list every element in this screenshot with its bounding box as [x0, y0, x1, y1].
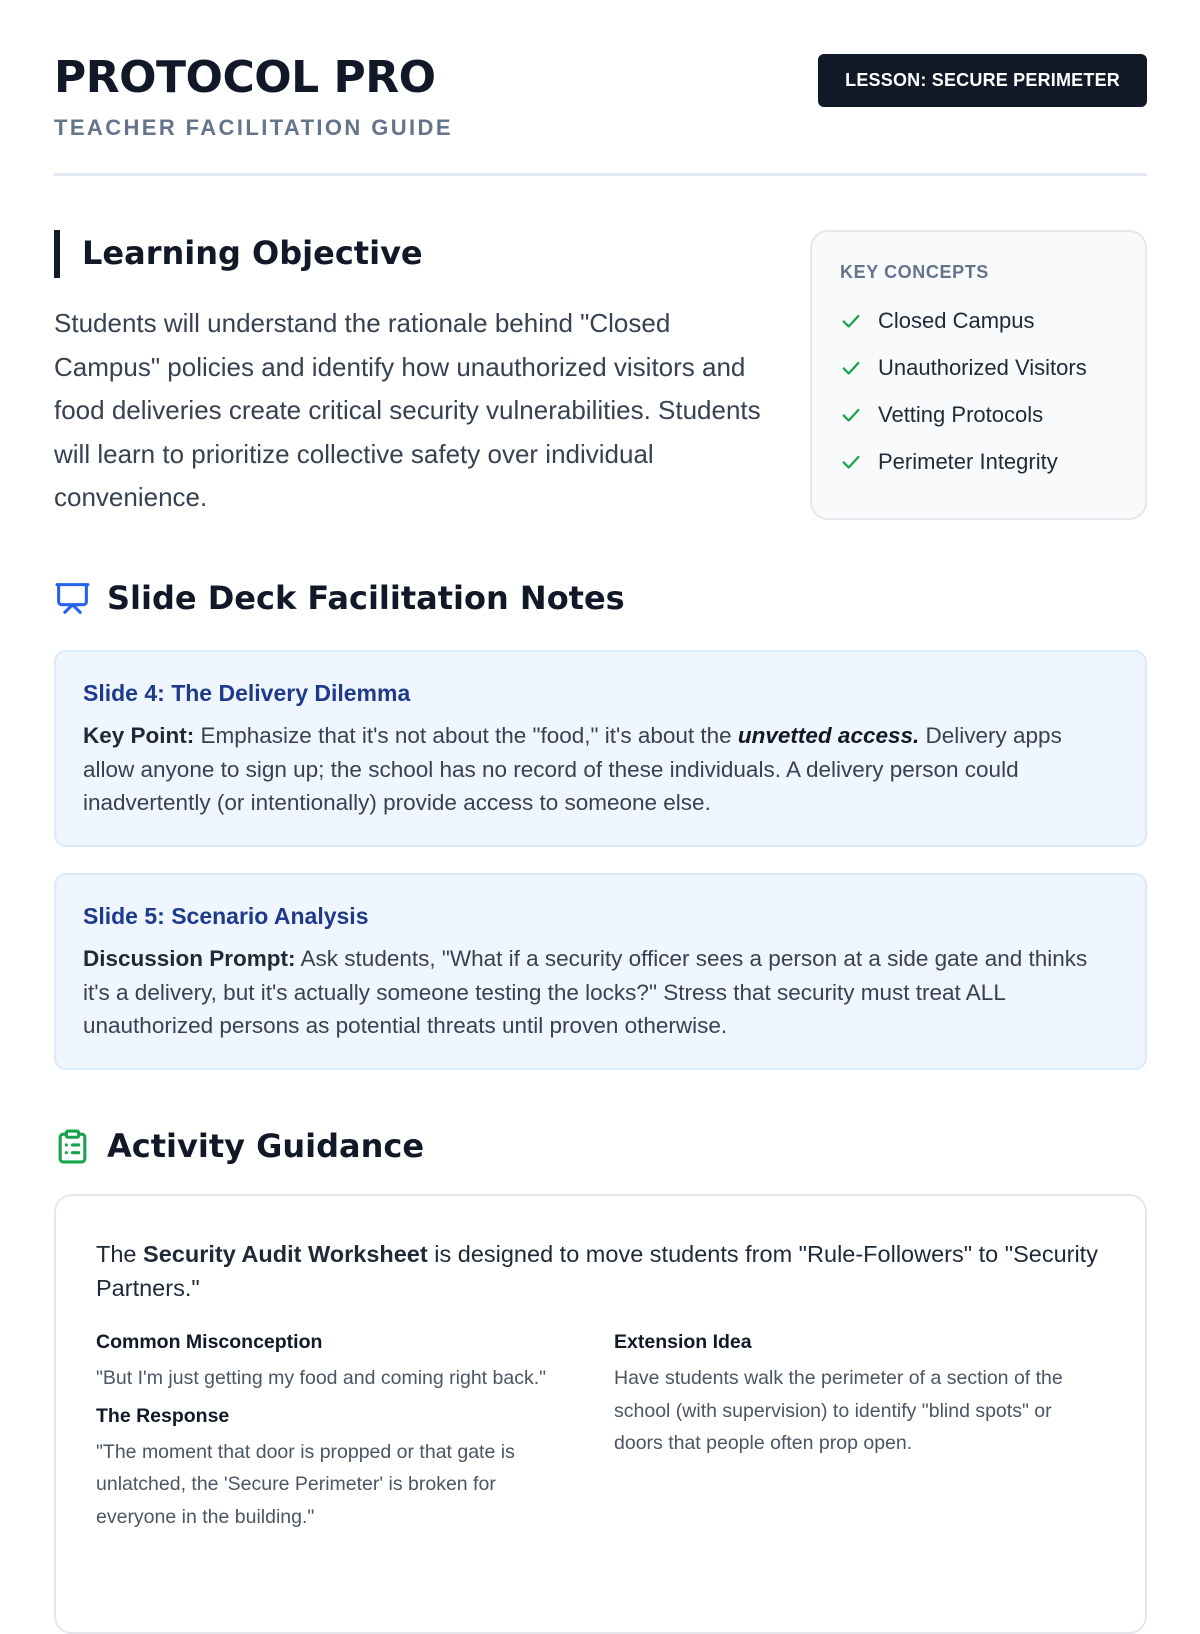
misconception-heading: Common Misconception: [96, 1331, 323, 1353]
extension-heading: Extension Idea: [614, 1331, 752, 1353]
check-icon: [840, 404, 862, 426]
key-concepts-title: KEY CONCEPTS: [840, 262, 989, 282]
slide-text-part: Emphasize that it's not about the "food," it's about the: [194, 723, 738, 748]
lesson-badge: LESSON: SECURE PERIMETER: [818, 54, 1147, 107]
slide-label: Key Point:: [83, 723, 195, 748]
check-icon: [840, 310, 862, 332]
concept-item: [840, 344, 1145, 391]
slide-text-part: Ask students, "What if a security officer sees a person at a side gate and thinks it's a delivery, but it's actually someone testing the locks?" Stress that security must treat ALL unauthorized persons as potential threats until proven otherwise.: [83, 946, 1088, 1038]
slide-emphasis: unvetted access.: [737, 723, 920, 748]
misconception-column: [96, 1331, 576, 1533]
brand-title: PROTOCOL PRO: [54, 52, 436, 103]
slide-note-card: [54, 650, 1147, 847]
guide-page: [54, 0, 1147, 1528]
response-heading: The Response: [96, 1404, 230, 1427]
concept-label: Unauthorized Visitors: [878, 354, 1087, 380]
check-icon: [840, 357, 862, 379]
clipboard-icon: [54, 1128, 91, 1165]
activity-card: [54, 1194, 1147, 1634]
slides-heading-text: Slide Deck Facilitation Notes: [107, 579, 625, 617]
objective-text: Students will understand the rationale behind "Closed Campus" policies and identify how unauthorized visitors and food deliveries create critical security vulnerabilities. Students will learn to prioritize collective safety over individual convenience.: [54, 308, 761, 512]
brand-subtitle: TEACHER FACILITATION GUIDE: [54, 115, 453, 140]
activity-heading-text: Activity Guidance: [107, 1127, 425, 1165]
objective-heading: Learning Objective: [54, 230, 423, 278]
slide-title: Slide 5: Scenario Analysis: [83, 903, 369, 929]
slide-title: Slide 4: The Delivery Dilemma: [83, 680, 411, 706]
worksheet-name: Security Audit Worksheet: [143, 1241, 428, 1267]
slides-heading: [54, 578, 625, 618]
concept-label: Vetting Protocols: [878, 401, 1044, 427]
response-text: "The moment that door is propped or that gate is unlatched, the 'Secure Perimeter' is broken for everyone in the building.": [96, 1440, 515, 1528]
key-concepts-box: [810, 230, 1147, 520]
slide-text-part: Delivery apps allow anyone to sign up; the school has no record of these individuals. A delivery person could inadvertently (or intentionally) provide access to someone else.: [83, 723, 1062, 815]
concept-label: Perimeter Integrity: [878, 448, 1058, 474]
intro-text-part: is designed to move students from "Rule-Followers" to "Security Partners.": [96, 1241, 1098, 1301]
intro-text-part: The: [96, 1241, 144, 1267]
activity-heading: [54, 1126, 424, 1166]
concept-item: [840, 297, 1145, 344]
slide-note-card: [54, 873, 1147, 1070]
concept-item: [840, 391, 1145, 438]
page-header: [54, 0, 1147, 176]
presentation-icon: [54, 580, 91, 617]
extension-text: Have students walk the perimeter of a section of the school (with supervision) to identify "blind spots" or doors that people often prop open.: [614, 1367, 1063, 1454]
slide-body: [83, 942, 1119, 1043]
check-icon: [840, 451, 862, 473]
misconception-text: "But I'm just getting my food and coming right back.": [96, 1367, 547, 1389]
concept-item: [840, 438, 1145, 485]
slide-label: Discussion Prompt:: [83, 946, 296, 971]
concept-label: Closed Campus: [878, 307, 1035, 333]
slide-body: [83, 719, 1119, 820]
activity-intro: [96, 1238, 1105, 1305]
extension-column: [614, 1331, 1094, 1460]
